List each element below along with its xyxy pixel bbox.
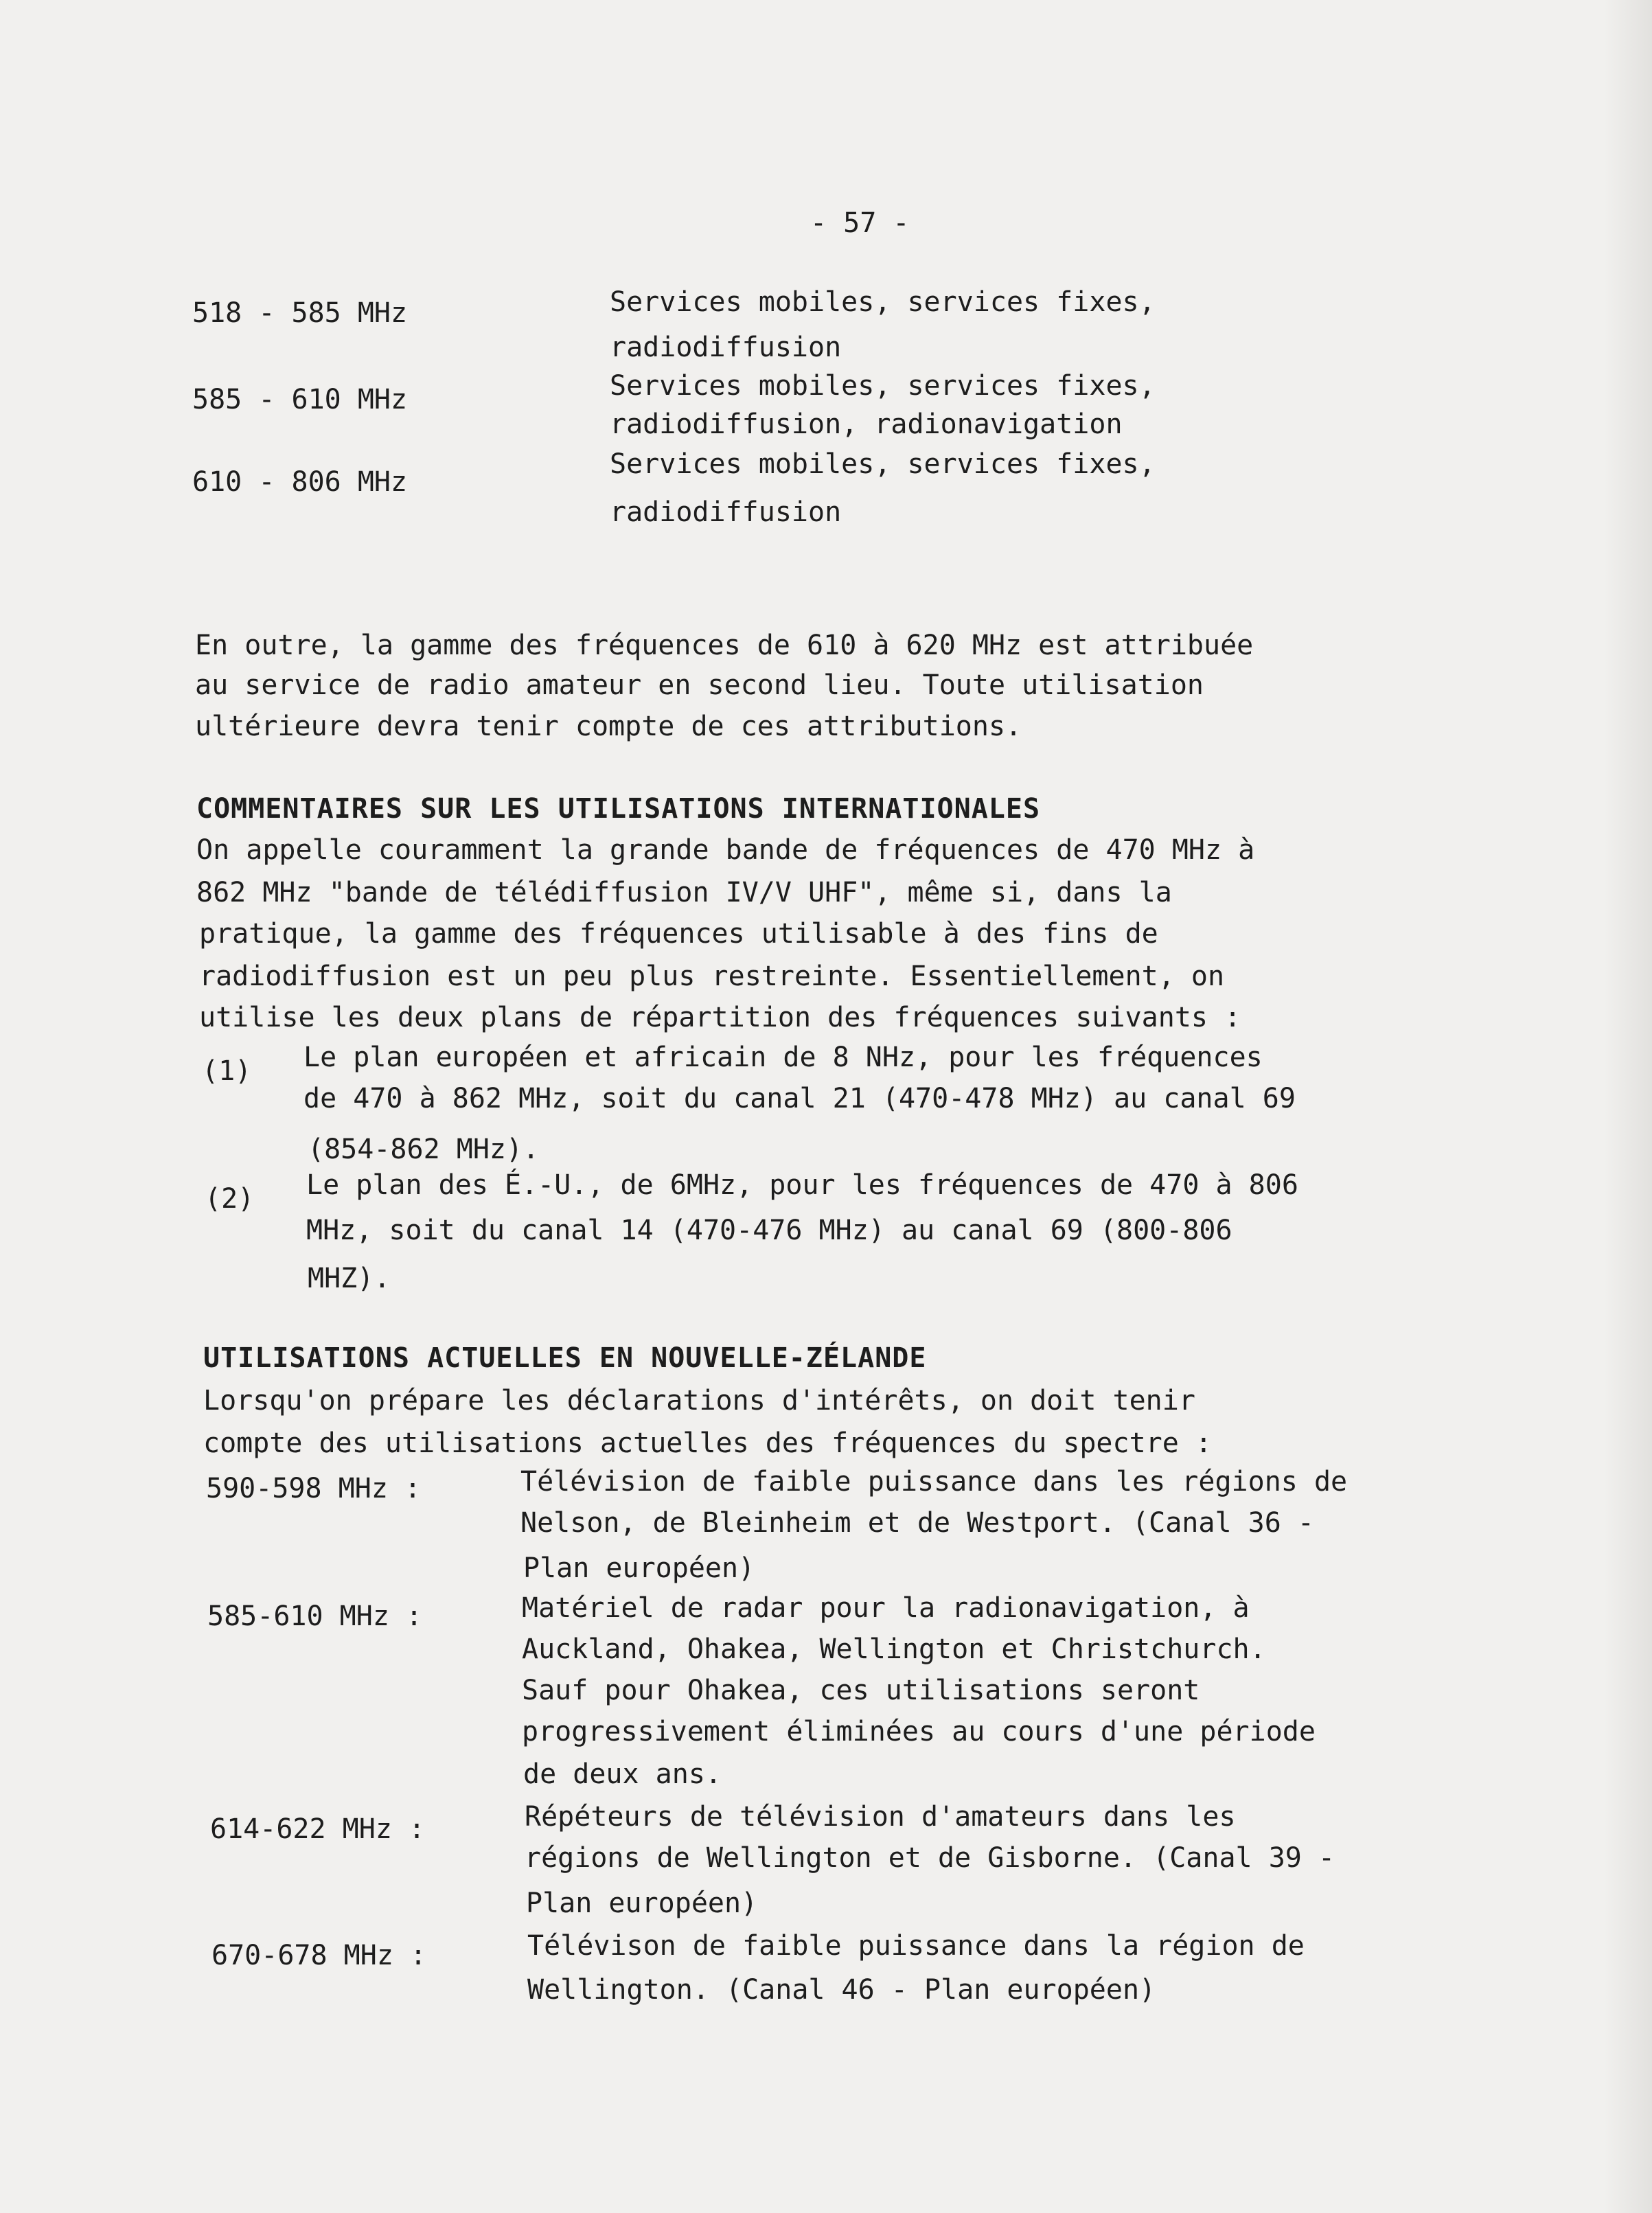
page-edge-shadow xyxy=(1604,0,1652,2213)
band-usage-line: Services mobiles, services fixes, xyxy=(610,370,1156,402)
paragraph-line: au service de radio amateur en second lieu. Toute utilisation xyxy=(195,669,1204,701)
band-usage-line: Services mobiles, services fixes, xyxy=(610,448,1156,480)
band-usage-line: Services mobiles, services fixes, xyxy=(610,286,1156,318)
band-usage-line: radiodiffusion xyxy=(610,332,842,363)
usage-line: régions de Wellington et de Gisborne. (Canal 39 - xyxy=(525,1842,1335,1874)
usage-range: 590-598 MHz : xyxy=(206,1473,422,1504)
usage-line: Nelson, de Bleinheim et de Westport. (Canal 36 - xyxy=(520,1507,1314,1539)
paragraph-line: utilise les deux plans de répartition des fréquences suivants : xyxy=(199,1002,1241,1033)
list-item-line: MHZ). xyxy=(308,1263,391,1294)
usage-line: Répéteurs de télévision d'amateurs dans les xyxy=(525,1801,1236,1833)
paragraph-line: On appelle couramment la grande bande de fréquences de 470 MHz à xyxy=(196,834,1255,866)
usage-line: Plan européen) xyxy=(523,1552,755,1584)
list-item-line: MHz, soit du canal 14 (470-476 MHz) au canal 69 (800-806 xyxy=(306,1215,1232,1246)
paragraph-line: compte des utilisations actuelles des fréquences du spectre : xyxy=(203,1427,1213,1459)
paragraph-line: En outre, la gamme des fréquences de 610 à 620 MHz est attribuée xyxy=(195,630,1254,661)
list-item-line: de 470 à 862 MHz, soit du canal 21 (470-478 MHz) au canal 69 xyxy=(303,1083,1296,1114)
list-item-line: (854-862 MHz). xyxy=(308,1134,540,1165)
usage-line: Télévison de faible puissance dans la région de xyxy=(527,1930,1305,1962)
usage-line: Auckland, Ohakea, Wellington et Christchurch. xyxy=(522,1633,1266,1665)
list-marker: (1) xyxy=(202,1055,252,1087)
usage-line: Matériel de radar pour la radionavigation, à xyxy=(522,1592,1250,1624)
usage-line: Télévision de faible puissance dans les régions de xyxy=(520,1466,1348,1498)
section-heading: UTILISATIONS ACTUELLES EN NOUVELLE-ZÉLANDE xyxy=(203,1342,927,1374)
usage-line: Wellington. (Canal 46 - Plan européen) xyxy=(527,1974,1156,2006)
usage-range: 614-622 MHz : xyxy=(210,1813,426,1845)
paragraph-line: Lorsqu'on prépare les déclarations d'intérêts, on doit tenir xyxy=(203,1385,1195,1417)
section-heading: COMMENTAIRES SUR LES UTILISATIONS INTERNATIONALES xyxy=(196,793,1041,825)
usage-range: 670-678 MHz : xyxy=(211,1940,427,1971)
usage-range: 585-610 MHz : xyxy=(207,1601,423,1632)
band-range: 518 - 585 MHz xyxy=(192,297,408,329)
usage-line: de deux ans. xyxy=(523,1758,722,1790)
paragraph-line: ultérieure devra tenir compte de ces attributions. xyxy=(195,711,1022,742)
list-item-line: Le plan des É.-U., de 6MHz, pour les fréquences de 470 à 806 xyxy=(306,1169,1298,1201)
band-range: 610 - 806 MHz xyxy=(192,466,408,498)
paragraph-line: pratique, la gamme des fréquences utilisable à des fins de xyxy=(199,918,1158,950)
band-range: 585 - 610 MHz xyxy=(192,384,408,415)
paragraph-line: radiodiffusion est un peu plus restreinte. Essentiellement, on xyxy=(199,961,1225,992)
band-usage-line: radiodiffusion, radionavigation xyxy=(610,409,1123,440)
paragraph-line: 862 MHz "bande de télédiffusion IV/V UHF", même si, dans la xyxy=(196,877,1172,908)
page-number: - 57 - xyxy=(810,207,910,239)
list-marker: (2) xyxy=(205,1183,255,1215)
list-item-line: Le plan européen et africain de 8 NHz, pour les fréquences xyxy=(303,1042,1263,1073)
usage-line: Sauf pour Ohakea, ces utilisations seront xyxy=(522,1675,1200,1706)
usage-line: Plan européen) xyxy=(526,1888,758,1919)
usage-line: progressivement éliminées au cours d'une période xyxy=(522,1716,1316,1747)
band-usage-line: radiodiffusion xyxy=(610,496,842,528)
